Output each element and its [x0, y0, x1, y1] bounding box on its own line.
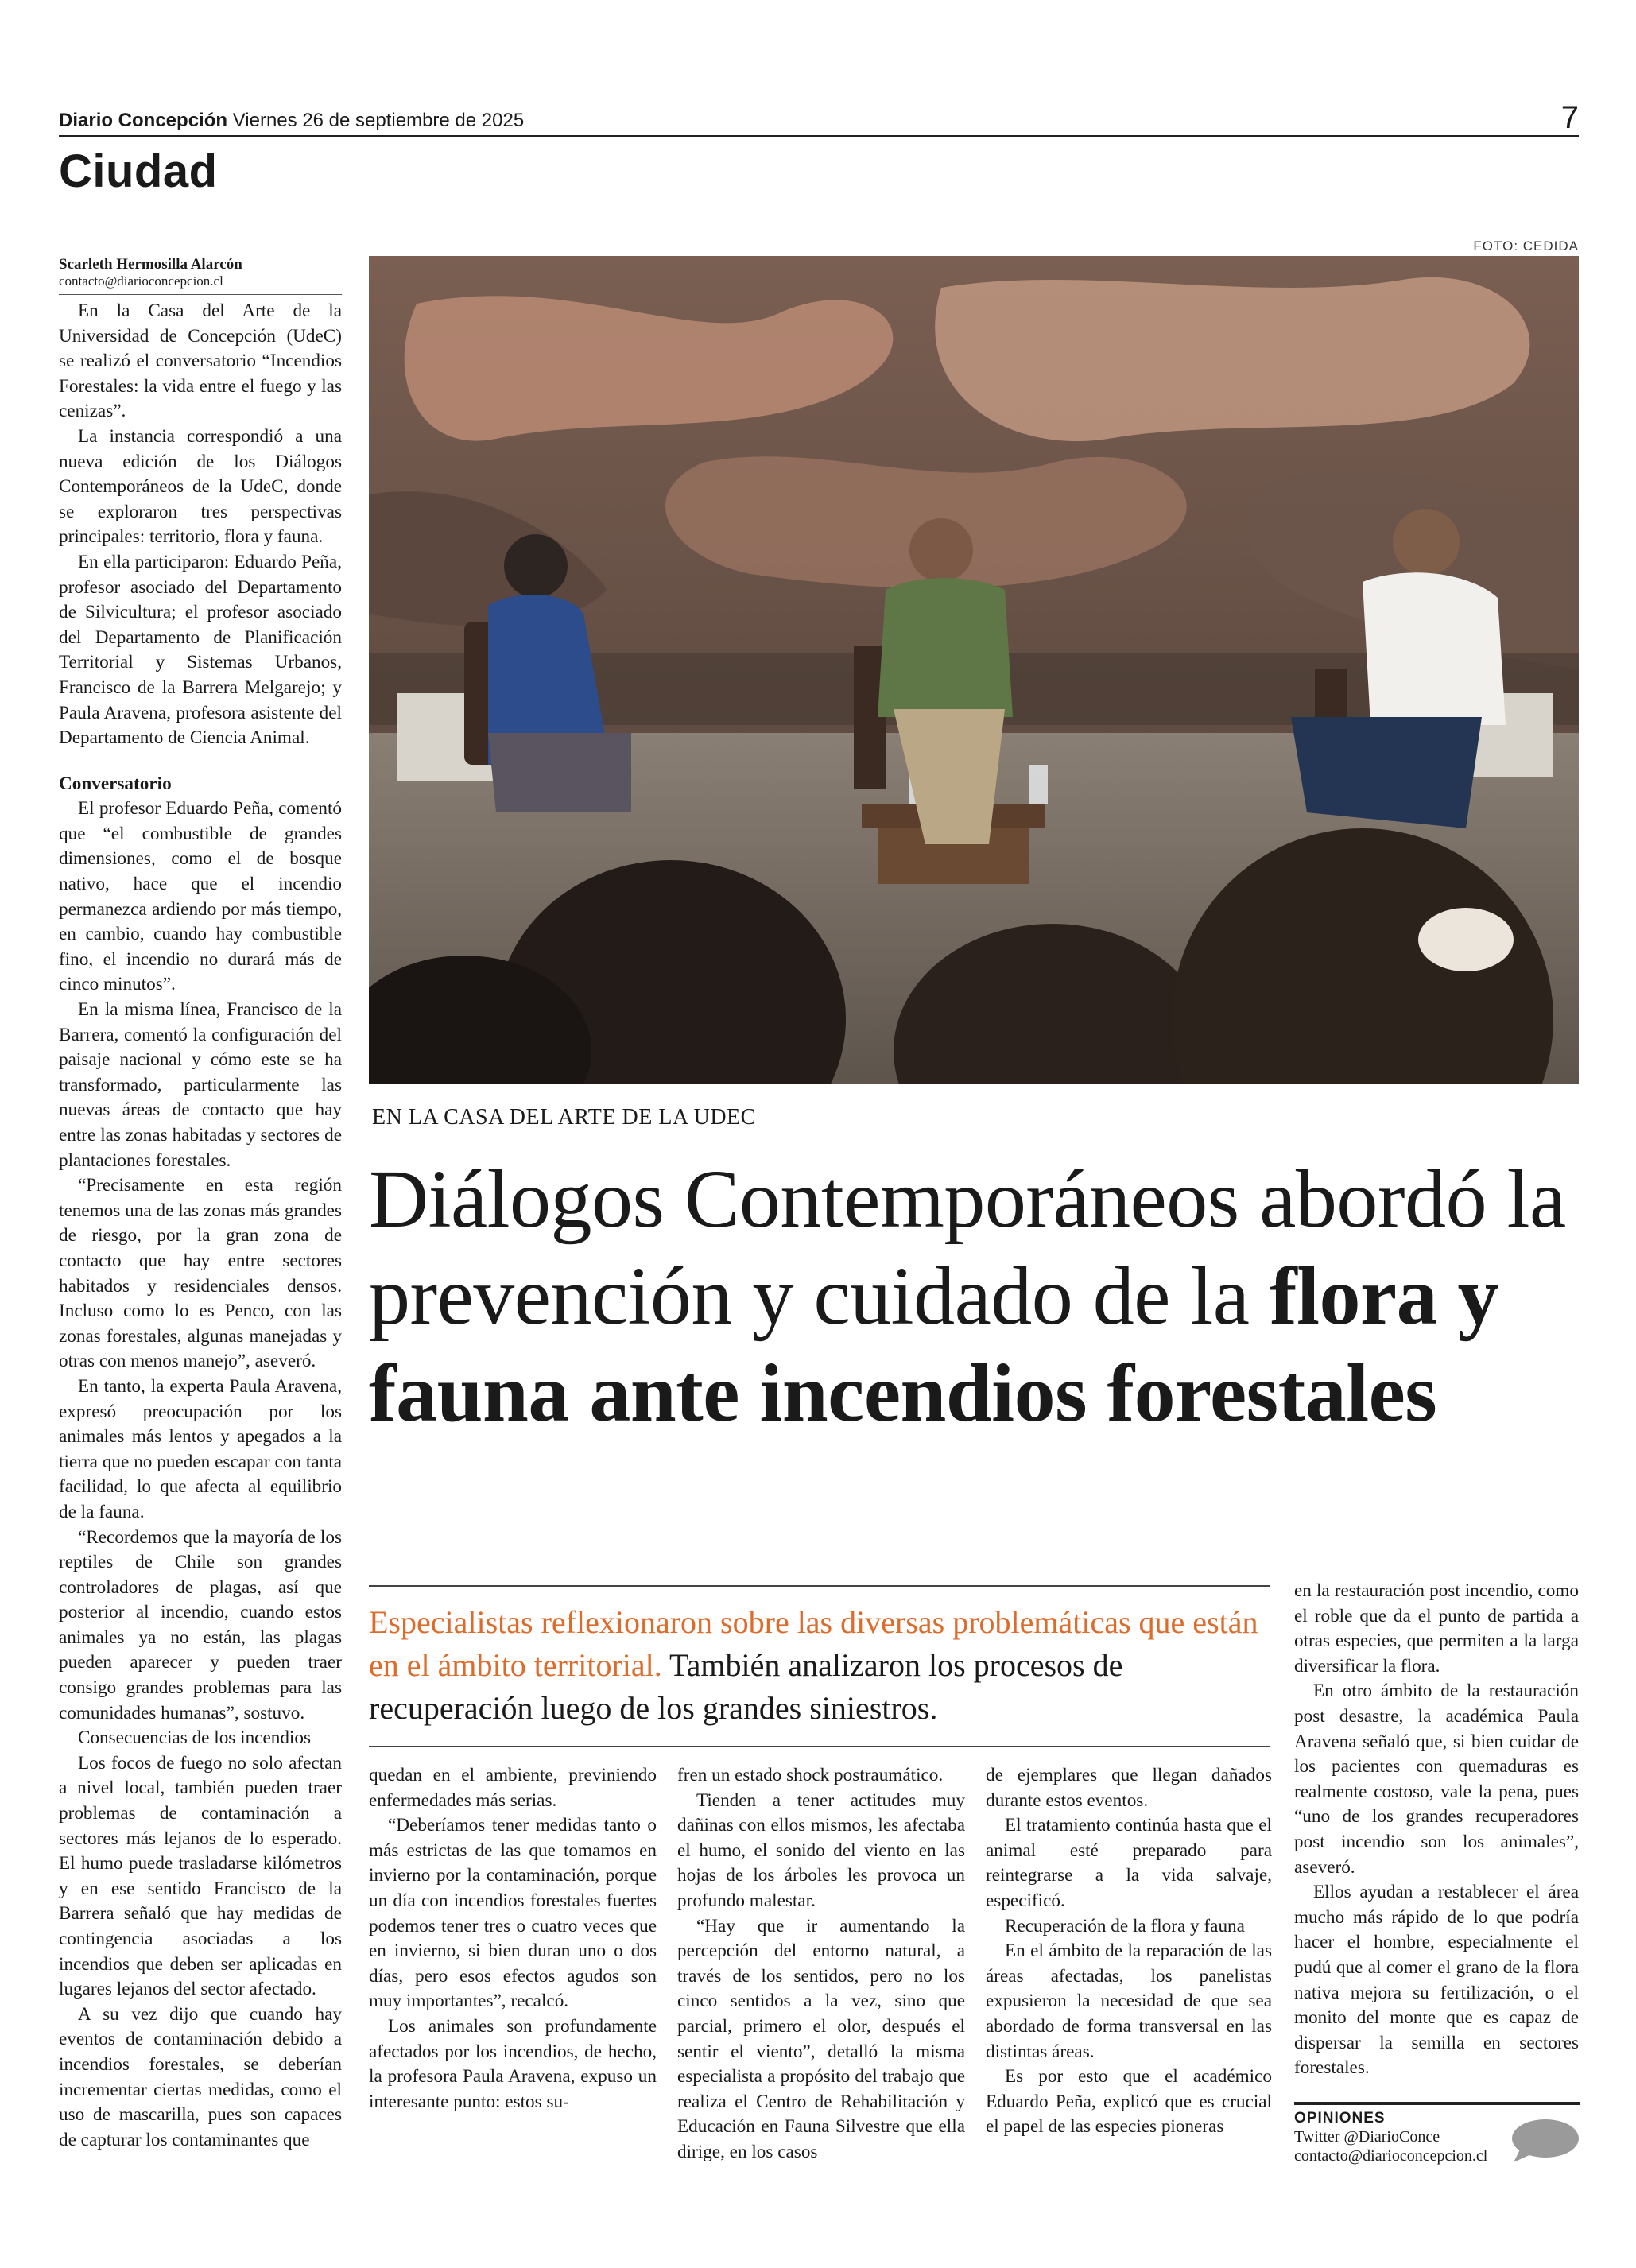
paragraph: A su vez dijo que cuando hay eventos de contaminación debido a incendios forestales, se deberían incrementar ciertas medidas, como el uso de mascarilla, pues son capaces de capturar los contaminantes que: [59, 2003, 342, 2150]
section-title: Ciudad: [59, 145, 218, 197]
deck-text: También analizaron los procesos de recuperación luego de los grandes siniestros.: [369, 1647, 1123, 1726]
author-name: Scarleth Hermosilla Alarcón: [59, 256, 242, 273]
paragraph: Ellos ayudan a restablecer el área mucho más rápido de lo que podría hacer el hombre, especialmente el pudú que al comer el grano de la flora nativa mejora su fertilización, o el monito del monte que es capaz de dispersar la semilla en sectores forestales.: [1294, 1882, 1579, 2079]
page-number: 7: [1560, 100, 1579, 135]
paragraph: “Recordemos que la mayoría de los reptiles de Chile son grandes controladores de plagas, así que posterior al incendio, cuando estos animales ya no están, las plagas pueden aparecer y pueden traer consigo grandes problemas para las comunidades humanas”, sostuvo.: [59, 1526, 342, 1723]
paragraph: Los focos de fuego no solo afectan a nivel local, también pueden traer problemas de contaminación a sectores más lejanos de lo esperado. El humo puede trasladarse kilómetros y en ese sentido Francisco de la Barrera señaló que hay medidas de contingencia asociadas a los incendios que deben ser aplicadas en lugares lejanos del sector afectado.: [59, 1752, 342, 2000]
subheading: Conversatorio: [59, 773, 172, 794]
author-email: contacto@diarioconcepcion.cl: [59, 273, 223, 289]
article-column-5: [1294, 1579, 1579, 2081]
paragraph: fren un estado shock postraumático.: [677, 1765, 944, 1785]
subheading-inline: Consecuencias de los incendios: [78, 1727, 311, 1749]
publication-name: Diario Concepción: [59, 110, 228, 131]
paragraph: En tanto, la experta Paula Aravena, expresó preocupación por los animales más lentos y apegados a la tierra que no pueden escapar con tanta facilidad, lo que afecta al equilibrio de la fauna.: [59, 1375, 342, 1522]
article-headline: [369, 1151, 1585, 1442]
paragraph: quedan en el ambiente, previniendo enfermedades más serias.: [369, 1765, 657, 1811]
headline-bold: flora y fauna ante incendios forestales: [369, 1250, 1499, 1439]
page-header: [59, 100, 1579, 137]
byline: [59, 256, 342, 295]
publication-date: Viernes 26 de septiembre de 2025: [232, 110, 525, 131]
event-photo-illustration: [369, 256, 1579, 1084]
paragraph: Tienden a tener actitudes muy dañinas con ellos mismos, les afectaba el humo, el sonido del viento en las hojas de los árboles les provoca un profundo malestar.: [677, 1789, 965, 1911]
paragraph: En la Casa del Arte de la Universidad de Concepción (UdeC) se realizó el conversatorio “Incendios Forestales: la vida entre el fuego y las cenizas”.: [59, 300, 342, 422]
article-column-4: [986, 1763, 1272, 2140]
event-photo: [369, 256, 1579, 1084]
paragraph: Los animales son profundamente afectados por los incendios, de hecho, la profesora Paula Aravena, expuso un interesante punto: estos su-: [369, 2015, 657, 2112]
paragraph: “Hay que ir aumentando la percepción del entorno natural, a través de los sentidos, pero no los cinco sentidos a la vez, sino que parcial, primero el olor, después el sentir el viento”, detalló la misma especialista a propósito del trabajo que realiza el Centro de Rehabilitación y Educación en Fauna Silvestre que ella dirige, en los casos: [677, 1915, 965, 2162]
opinions-box: [1294, 2102, 1580, 2165]
deck-highlight: Especialistas reflexionaron sobre las diversas problemáticas que están en el ámbito territorial.: [369, 1604, 1258, 1683]
headline-regular: Diálogos Contemporáneos abordó la prevención y cuidado de la: [369, 1153, 1566, 1342]
article-column-2: [369, 1763, 657, 2115]
opinions-twitter: Twitter @DiarioConce: [1294, 2128, 1440, 2146]
opinions-email: contacto@diarioconcepcion.cl: [1294, 2147, 1488, 2165]
article-kicker: EN LA CASA DEL ARTE DE LA UDEC: [372, 1105, 756, 1130]
paragraph: “Precisamente en esta región tenemos una de las zonas más grandes de riesgo, por la gran zona de contacto que hay entre sectores habitados y residenciales densos. Incluso como lo es Penco, con las zonas forestales, algunas manejadas y otras con menos manejo”, aseveró.: [59, 1175, 342, 1372]
publication-date-line: [59, 110, 524, 132]
paragraph: de ejemplares que llegan dañados durante estos eventos.: [986, 1765, 1272, 1811]
paragraph: Es por esto que el académico Eduardo Peña, explicó que es crucial el papel de las especies pioneras: [986, 2066, 1272, 2138]
deck-bottom-rule: [369, 1746, 1270, 1747]
paragraph: “Deberíamos tener medidas tanto o más estrictas de las que tomamos en invierno por la contaminación, porque un día con incendios forestales fuertes podemos tener tres o cuatro veces que en invierno, si bien duran uno o dos días, pero esos efectos agudos son muy importantes”, recalcó.: [369, 1815, 657, 2012]
article-column-1: [59, 299, 342, 2153]
paragraph: En ella participaron: Eduardo Peña, profesor asociado del Departamento de Silvicultura; el profesor asociado del Departamento de Planificación Territorial y Sistemas Urbanos, Francisco de la Barrera Melgarejo; y Paula Aravena, profesora asistente del Departamento de Ciencia Animal.: [59, 551, 342, 749]
opinions-title: OPINIONES: [1294, 2110, 1386, 2126]
paragraph: El tratamiento continúa hasta que el animal esté preparado para reintegrarse a la vida salvaje, especificó.: [986, 1815, 1272, 1911]
paragraph: En el ámbito de la reparación de las áreas afectadas, los panelistas expusieron la necesidad de que sea abordado de forma transversal en las distintas áreas.: [986, 1940, 1272, 2062]
paragraph: La instancia correspondió a una nueva edición de los Diálogos Contemporáneos de la UdeC, donde se exploraron tres perspectivas principales: territorio, flora y fauna.: [59, 425, 342, 548]
article-deck: [369, 1601, 1275, 1730]
paragraph: El profesor Eduardo Peña, comentó que “el combustible de grandes dimensiones, como el de bosque nativo, hace que el incendio permanezca ardiendo por más tiempo, en cambio, cuando hay combustible fino, el incendio no durará más de cinco minutos”.: [59, 798, 342, 995]
article-column-3: [677, 1763, 965, 2165]
photo-credit: FOTO: CEDIDA: [1473, 238, 1579, 254]
subheading-inline: Recuperación de la flora y fauna: [1005, 1915, 1245, 1937]
paragraph: En la misma línea, Francisco de la Barrera, comentó la configuración del paisaje nacional y cómo este se ha transformado, particularmente las nuevas áreas de contacto que hay entre las zonas habitadas y sectores de plantaciones forestales.: [59, 999, 342, 1171]
deck-top-rule: [369, 1585, 1270, 1587]
speech-bubble-icon: [1510, 2118, 1579, 2164]
paragraph: En otro ámbito de la restauración post desastre, la académica Paula Aravena señaló que, si bien cuidar de los pacientes con quemaduras es realmente costoso, vale la pena, pues “uno de los grandes recuperadores post incendio son los animales”, aseveró.: [1294, 1681, 1579, 1878]
paragraph: en la restauración post incendio, como el roble que da el punto de partida a otras especies, que permiten a la larga diversificar la flora.: [1294, 1580, 1579, 1677]
